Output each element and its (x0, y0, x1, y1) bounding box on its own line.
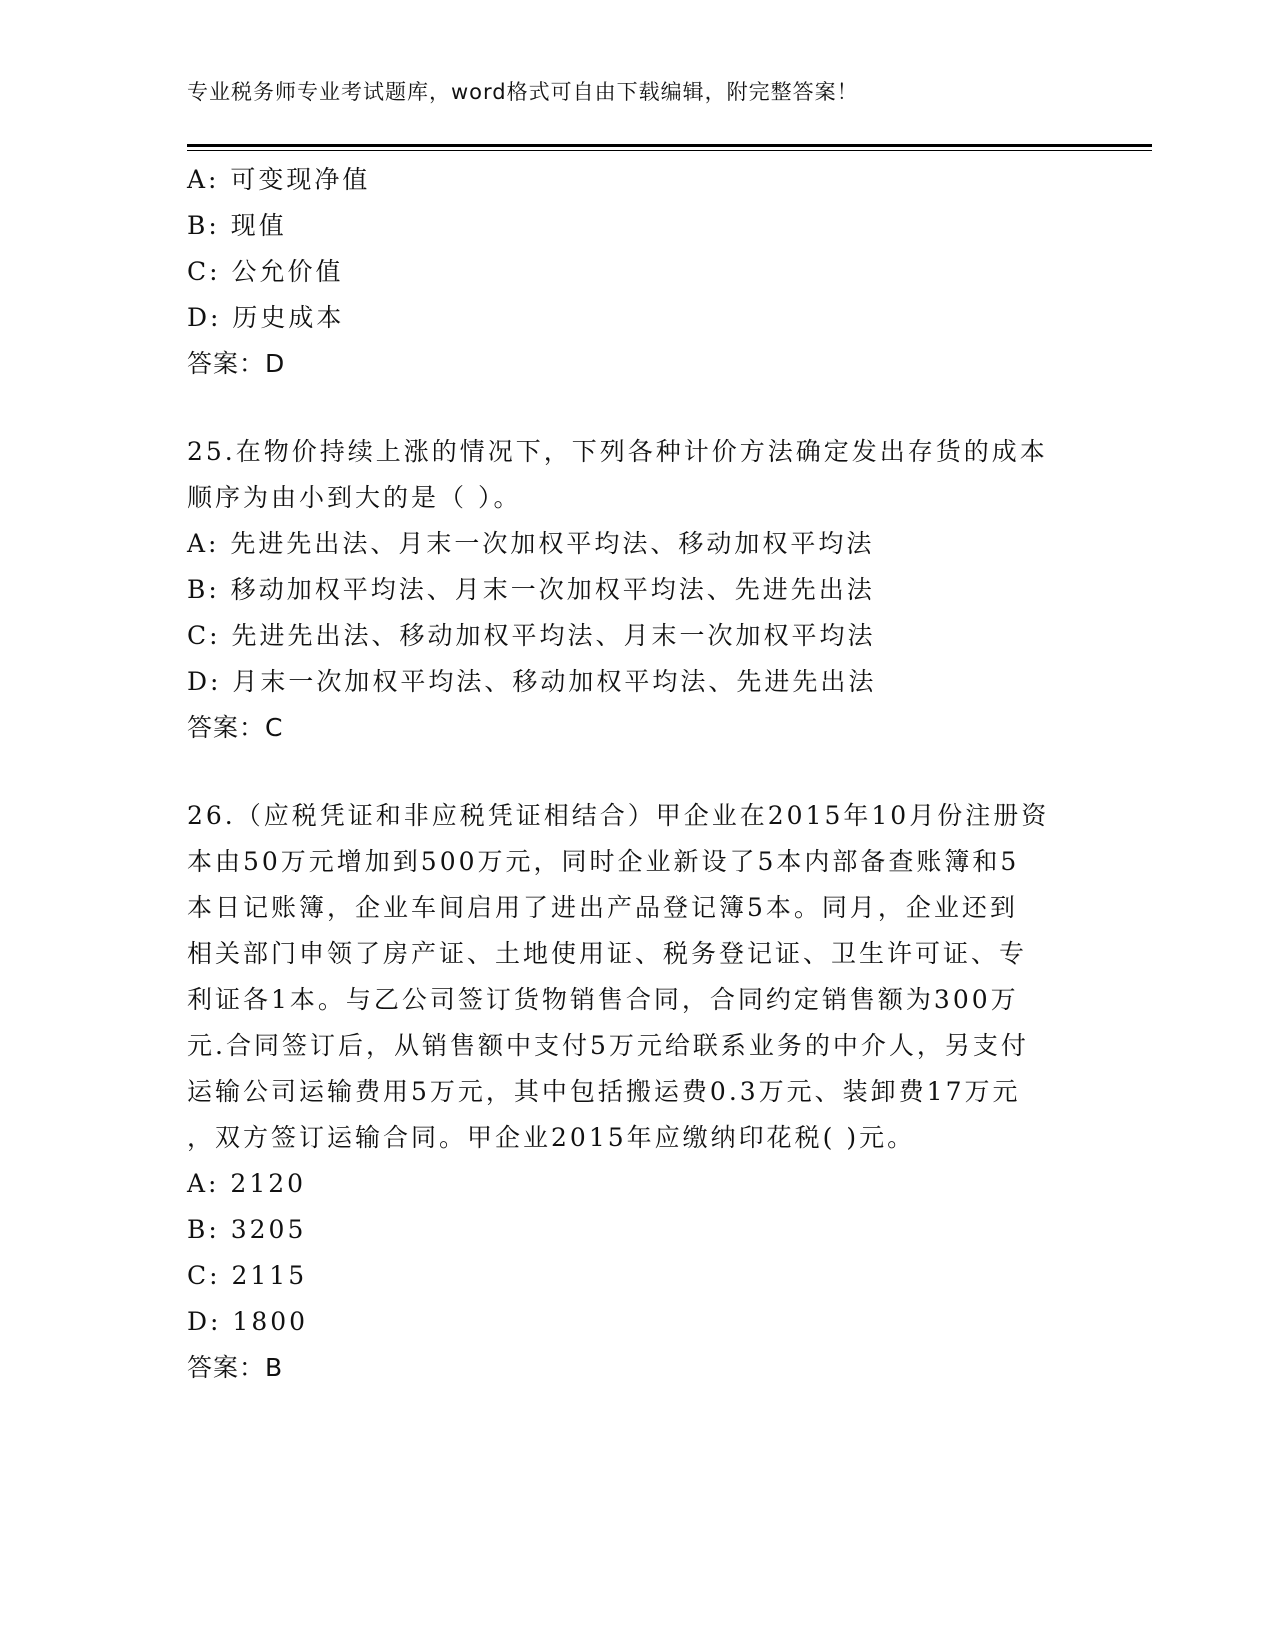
answer: 答案：C (187, 713, 284, 742)
question-24-tail (187, 157, 1087, 387)
option-b: B: 移动加权平均法、月末一次加权平均法、先进先出法 (187, 575, 875, 604)
question-stem-line: 利证各1本。与乙公司签订货物销售合同，合同约定销售额为300万 (187, 985, 1019, 1014)
option-d: D: 1800 (187, 1307, 309, 1336)
option-d: D: 月末一次加权平均法、移动加权平均法、先进先出法 (187, 667, 877, 696)
question-stem-line: 本由50万元增加到500万元，同时企业新设了5本内部备查账簿和5 (187, 847, 1020, 876)
question-stem-line: 相关部门申领了房产证、土地使用证、税务登记证、卫生许可证、专 (187, 939, 1028, 968)
question-stem-line: 本日记账簿，企业车间启用了进出产品登记簿5本。同月，企业还到 (187, 893, 1018, 922)
option-b: B: 3205 (187, 1215, 307, 1244)
question-content (187, 157, 1087, 1391)
option-a: A: 可变现净值 (187, 165, 371, 194)
question-stem-line: ，双方签订运输合同。甲企业2015年应缴纳印花税( )元。 (187, 1123, 916, 1152)
option-b: B: 现值 (187, 211, 287, 240)
option-c: C: 公允价值 (187, 257, 344, 286)
option-a: A: 2120 (187, 1169, 307, 1198)
header-rule-thick (187, 144, 1152, 147)
question-25 (187, 429, 1087, 751)
question-stem-line: 顺序为由小到大的是（ ）。 (187, 483, 522, 512)
answer: 答案：D (187, 349, 286, 378)
option-d: D: 历史成本 (187, 303, 345, 332)
question-stem-line: 26.（应税凭证和非应税凭证相结合）甲企业在2015年10月份注册资 (187, 801, 1050, 830)
answer: 答案：B (187, 1353, 284, 1382)
header-rule-thin (187, 150, 1152, 151)
spacer (187, 387, 1087, 429)
question-stem-line: 元.合同签订后，从销售额中支付5万元给联系业务的中介人，另支付 (187, 1031, 1029, 1060)
option-c: C: 2115 (187, 1261, 308, 1290)
question-stem-line: 运输公司运输费用5万元，其中包括搬运费0.3万元、装卸费17万元 (187, 1077, 1021, 1106)
option-a: A: 先进先出法、月末一次加权平均法、移动加权平均法 (187, 529, 875, 558)
question-26 (187, 793, 1087, 1391)
option-c: C: 先进先出法、移动加权平均法、月末一次加权平均法 (187, 621, 876, 650)
question-stem-line: 25.在物价持续上涨的情况下，下列各种计价方法确定发出存货的成本 (187, 437, 1048, 466)
spacer (187, 751, 1087, 793)
page-header: 专业税务师专业考试题库，word格式可自由下载编辑，附完整答案！ (187, 80, 859, 104)
